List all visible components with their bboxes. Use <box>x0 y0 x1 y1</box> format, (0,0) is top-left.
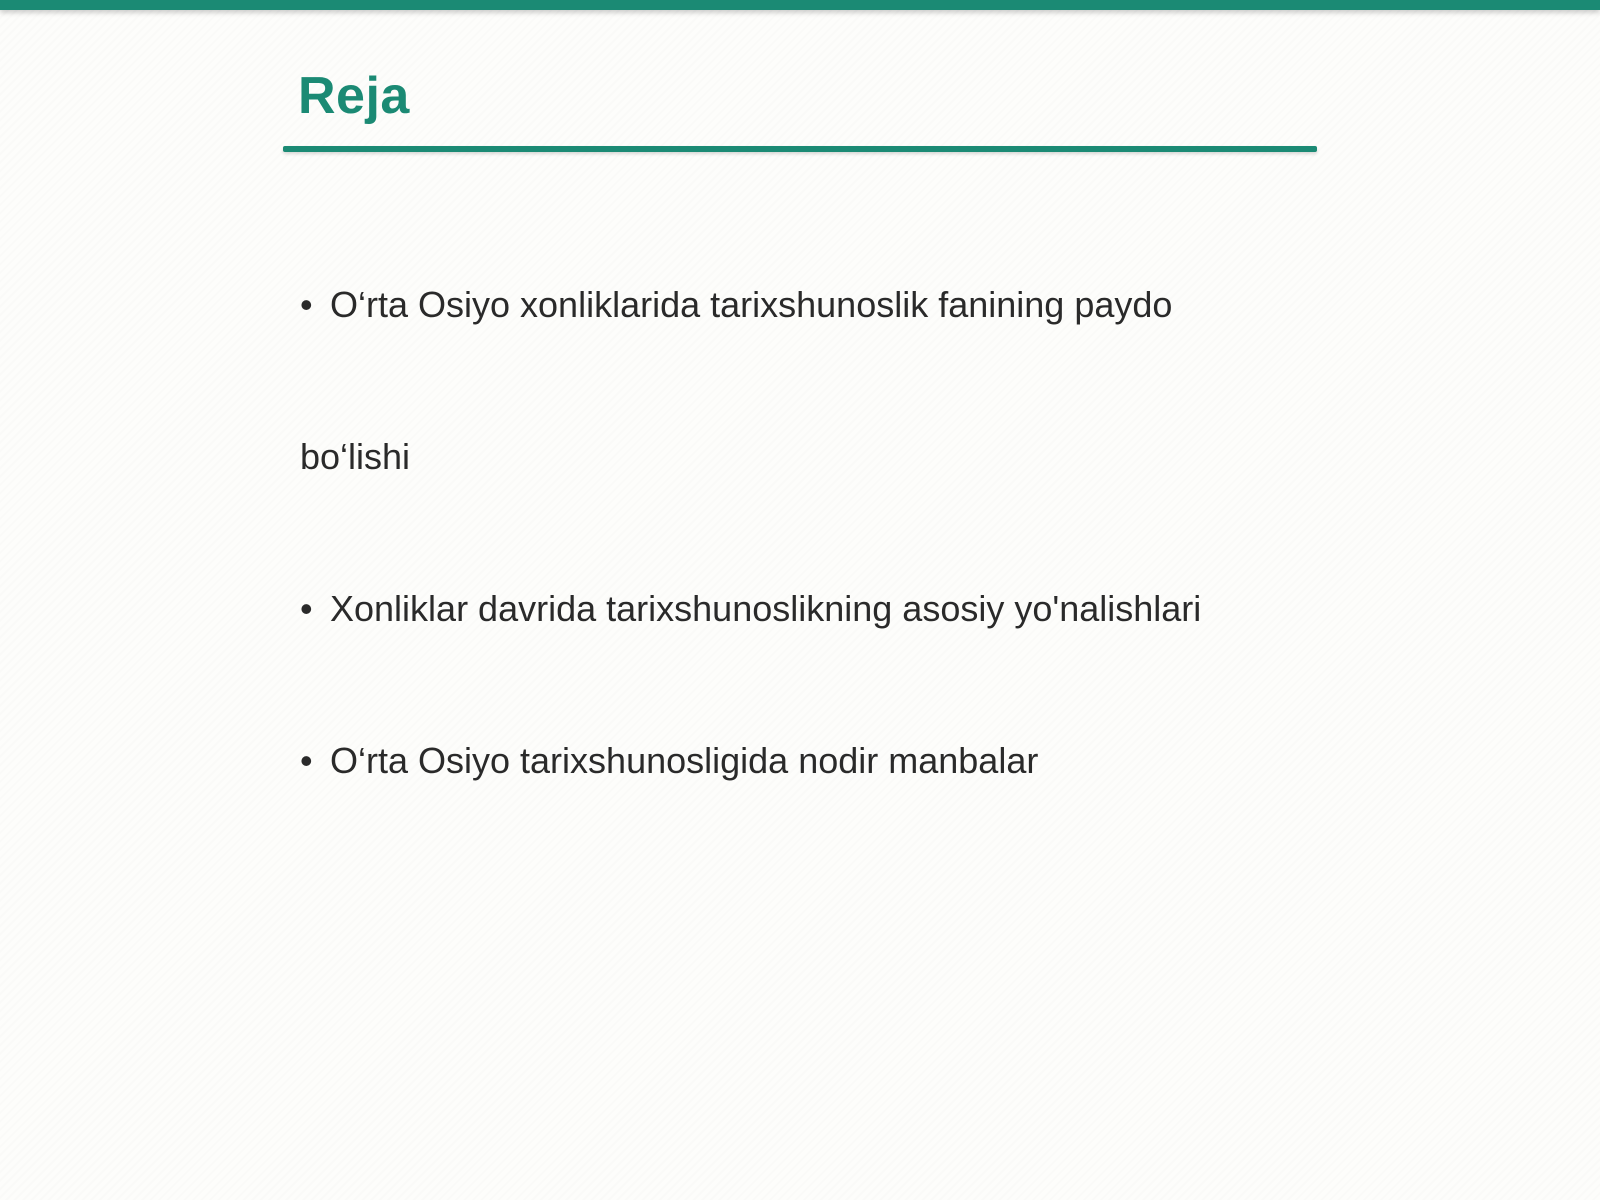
list-item-text: O‘rta Osiyo xonliklarida tarixshunoslik fanining paydo <box>330 284 1173 325</box>
bullet-icon: • <box>300 588 313 629</box>
list-item-text: O‘rta Osiyo tarixshunosligida nodir manbalar <box>330 740 1039 781</box>
slide-title: Reja <box>298 67 410 125</box>
title-underline <box>283 146 1317 152</box>
list-item <box>300 588 1201 630</box>
bullet-icon: • <box>300 284 313 325</box>
list-item-text: bo‘lishi <box>300 436 411 477</box>
list-item-text: Xonliklar davrida tarixshunoslikning asosiy yo'nalishlari <box>330 588 1202 629</box>
top-accent-bar <box>0 0 1600 10</box>
bullet-icon: • <box>300 740 313 781</box>
list-item <box>300 740 1038 782</box>
list-item <box>300 284 1172 326</box>
list-item-continuation <box>300 436 410 478</box>
